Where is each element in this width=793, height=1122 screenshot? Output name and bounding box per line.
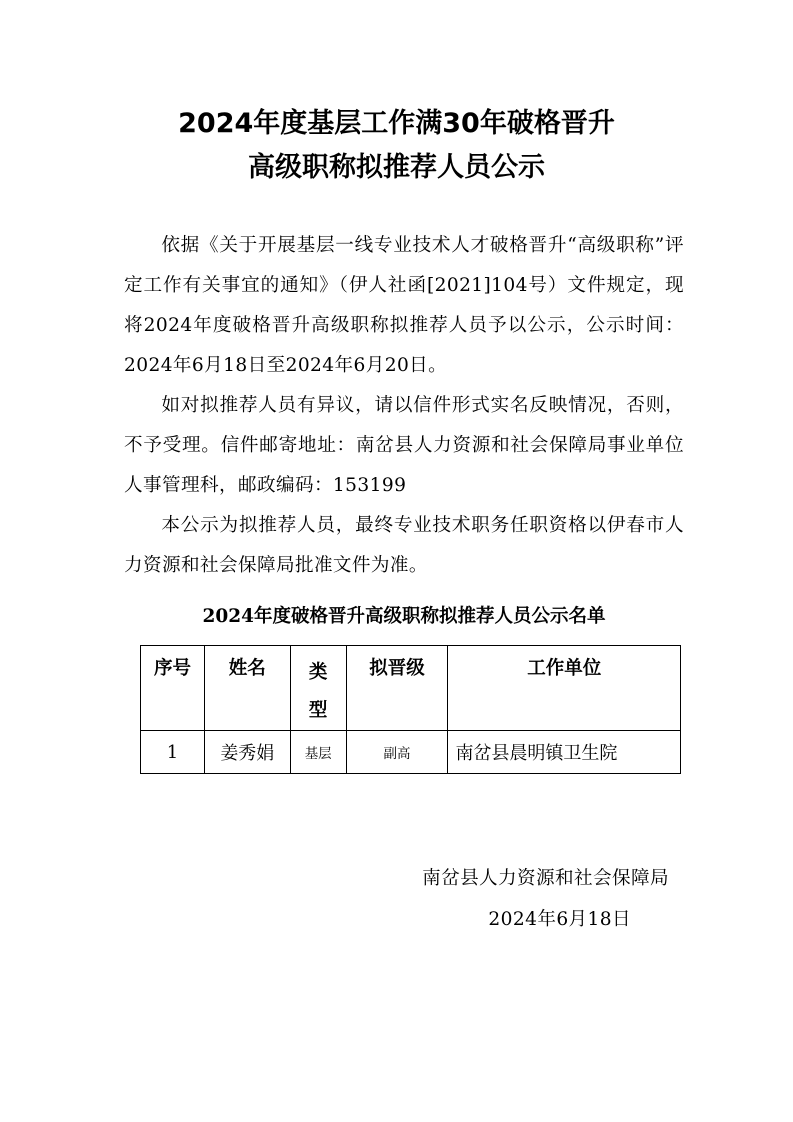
paragraph-objection-text: 如对拟推荐人员有异议，请以信件形式实名反映情况，否则，不予受理。信件邮寄地址：南岔县人力资源和社会保障局事业单位人事管理科，邮政编码：153199 xyxy=(124,395,684,496)
title-line-1: 2024年度基层工作满30年破格晋升 xyxy=(178,108,615,139)
table-header-row xyxy=(141,646,681,731)
header-name: 姓名 xyxy=(204,646,290,731)
table-row xyxy=(141,731,681,774)
paragraph-basis-text: 依据《关于开展基层一线专业技术人才破格晋升“高级职称”评定工作有关事宜的通知》（伊人社函[2021]104号）文件规定，现将2024年度破格晋升高级职称拟推荐人员予以公示，公示时间：2024年6月18日至2024年6月20日。 xyxy=(124,235,684,376)
signature-date: 2024年6月18日 xyxy=(488,909,631,930)
paragraph-disclaimer-text: 本公示为拟推荐人员，最终专业技术职务任职资格以伊春市人力资源和社会保障局批准文件为准。 xyxy=(124,515,684,576)
candidate-table xyxy=(140,645,681,774)
header-type-b: 型 xyxy=(308,700,328,721)
cell-unit: 南岔县晨明镇卫生院 xyxy=(448,731,681,774)
cell-type: 基层 xyxy=(290,731,346,774)
header-type-stack xyxy=(309,654,328,730)
cell-level: 副高 xyxy=(346,731,448,774)
cell-name: 姜秀娟 xyxy=(204,731,290,774)
header-level: 拟晋级 xyxy=(346,646,448,731)
header-unit: 工作单位 xyxy=(448,646,681,731)
paragraph-disclaimer xyxy=(124,506,684,586)
header-type xyxy=(290,646,346,731)
header-no: 序号 xyxy=(141,646,205,731)
header-type-a: 类 xyxy=(308,662,328,683)
cell-no: 1 xyxy=(141,731,205,774)
signature-org: 南岔县人力资源和社会保障局 xyxy=(422,868,669,889)
paragraph-objection xyxy=(124,386,684,506)
paragraph-basis xyxy=(124,226,684,386)
table-title: 2024年度破格晋升高级职称拟推荐人员公示名单 xyxy=(202,606,606,627)
title-line-2: 高级职称拟推荐人员公示 xyxy=(248,152,545,183)
